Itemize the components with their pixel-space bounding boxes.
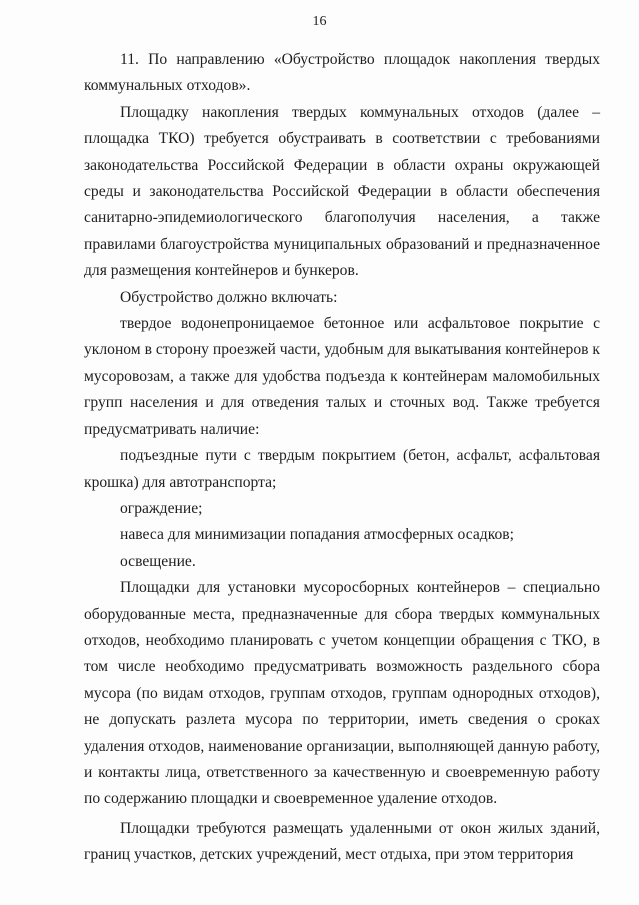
list-item: навеса для минимизации попадания атмосферных осадков;	[120, 526, 514, 544]
paragraph: твердое водонепроницаемое бетонное или асфальтовое покрытие с уклоном в сторону проезжей части, удобным для выкатывания контейнеров к мусоровозам, а также для удобства подъезда к контейнерам маломобильных групп населения и для отведения талых и сточных вод. Также требуется предусматривать наличие:	[84, 315, 600, 438]
paragraph: Площадку накопления твердых коммунальных отходов (далее – площадка ТКО) требуется обустраивать в соответствии с требованиями законодательства Российской Федерации в области охраны окружающей среды и законодательства Российской Федерации в области обеспечения санитарно-эпидемиологического благополучия населения, а также правилами благоустройства муниципальных образований и предназначенное для размещения контейнеров и бункеров.	[84, 103, 600, 280]
list-item: освещение.	[120, 552, 196, 570]
page-number: 16	[312, 14, 327, 29]
document-body	[84, 47, 600, 869]
paragraph: Обустройство должно включать:	[120, 288, 338, 306]
section-heading: 11. По направлению «Обустройство площадок накопления твердых коммунальных отходов».	[84, 51, 600, 95]
list-item: ограждение;	[120, 499, 203, 517]
list-item: подъездные пути с твердым покрытием (бетон, асфальт, асфальтовая крошка) для автотранспорта;	[84, 447, 600, 491]
paragraph: Площадки требуются размещать удаленными от окон жилых зданий, границ участков, детских учреждений, мест отдыха, при этом территория	[84, 819, 600, 864]
paragraph: Площадки для установки мусоросборных контейнеров – специально оборудованные места, предназначенные для сбора твердых коммунальных отходов, необходимо планировать с учетом концепции обращения с ТКО, в том числе необходимо предусматривать возможность раздельного сбора мусора (по видам отходов, группам отходов, группам однородных отходов), не допускать разлета мусора по территории, иметь сведения о сроках удаления отходов, наименование организации, выполняющей данную работу, и контакты лица, ответственного за качественную и своевременную работу по содержанию площадки и своевременное удаление отходов.	[84, 579, 600, 808]
